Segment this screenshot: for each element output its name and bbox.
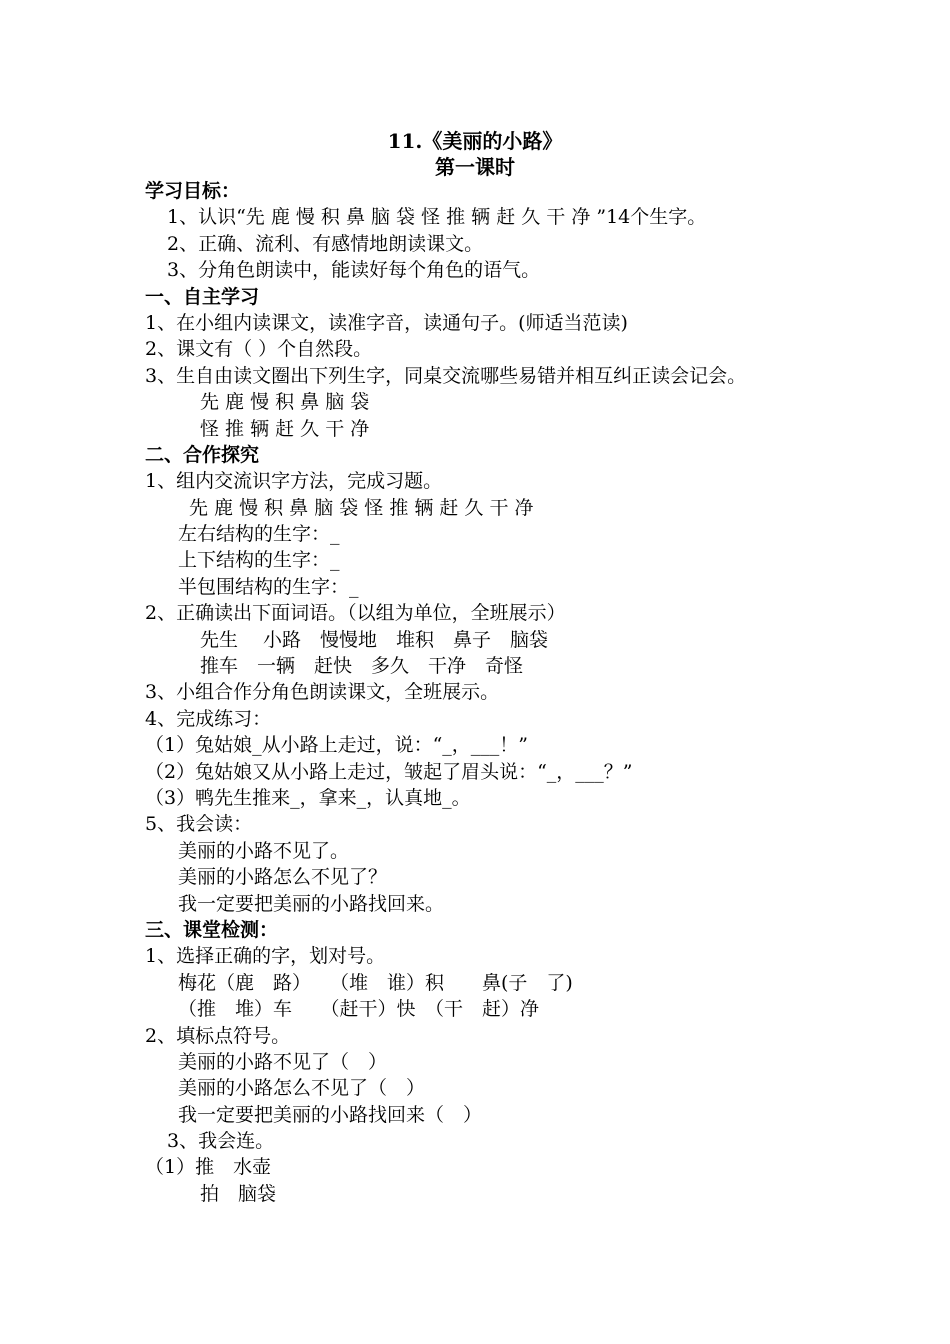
text-line: 2、填标点符号。 bbox=[145, 1024, 291, 1047]
text-line: 上下结构的生字：_ bbox=[178, 549, 340, 572]
text-line: 推车 一辆 赶快 多久 干净 奇怪 bbox=[200, 655, 524, 678]
text-line: 1、组内交流识字方法，完成习题。 bbox=[145, 470, 443, 493]
section-heading: 一、自主学习 bbox=[145, 285, 260, 308]
text-line: （1）推 水壶 bbox=[145, 1156, 272, 1179]
document-body bbox=[145, 178, 825, 1207]
text-line: 2、正确读出下面词语。（以组为单位，全班展示） bbox=[145, 602, 566, 625]
text-line: 3、我会连。 bbox=[167, 1130, 275, 1153]
text-line: 2、课文有（ ）个自然段。 bbox=[145, 338, 373, 361]
text-line: 3、生自由读文圈出下列生字，同桌交流哪些易错并相互纠正读会记会。 bbox=[145, 364, 747, 387]
text-line: （3）鸭先生推来_，拿来_，认真地_。 bbox=[145, 787, 471, 809]
text-line: 梅花（鹿 路） （堆 谁）积 鼻(子 了) bbox=[178, 971, 573, 994]
text-line: 先 鹿 慢 积 鼻 脑 袋 bbox=[200, 391, 370, 414]
text-line: 先生 小路 慢慢地 堆积 鼻子 脑袋 bbox=[200, 628, 549, 651]
text-line: 先 鹿 慢 积 鼻 脑 袋 怪 推 辆 赶 久 干 净 bbox=[189, 496, 534, 519]
text-line: 美丽的小路怎么不见了？ bbox=[178, 866, 388, 889]
text-line: 3、分角色朗读中，能读好每个角色的语气。 bbox=[167, 259, 541, 282]
text-line: 1、认识“先 鹿 慢 积 鼻 脑 袋 怪 推 辆 赶 久 干 净 ”14个生字。 bbox=[167, 206, 707, 229]
text-line: 4、完成练习： bbox=[145, 707, 272, 730]
text-line: 1、在小组内读课文，读准字音，读通句子。(师适当范读) bbox=[145, 311, 628, 334]
text-line: 半包围结构的生字：_ bbox=[178, 575, 359, 598]
text-line: 我一定要把美丽的小路找回来。 bbox=[178, 892, 445, 915]
document-title: 11.《美丽的小路》 bbox=[387, 129, 563, 153]
text-line: 怪 推 辆 赶 久 干 净 bbox=[200, 417, 370, 440]
text-line: （1）兔姑娘_从小路上走过，说：“_，___！” bbox=[145, 734, 529, 757]
text-line: 2、正确、流利、有感情地朗读课文。 bbox=[167, 232, 484, 255]
section-heading: 学习目标： bbox=[145, 180, 241, 202]
text-line: 拍 脑袋 bbox=[200, 1182, 277, 1205]
text-line: 我一定要把美丽的小路找回来（ ） bbox=[178, 1103, 483, 1126]
document-subtitle: 第一课时 bbox=[435, 155, 515, 179]
section-heading: 三、课堂检测： bbox=[145, 918, 279, 941]
text-line: 3、小组合作分角色朗读课文，全班展示。 bbox=[145, 681, 500, 704]
text-line: 美丽的小路不见了。 bbox=[178, 839, 350, 862]
text-line: （推 堆）车 （赶干）快 （干 赶）净 bbox=[178, 998, 540, 1021]
text-line: 5、我会读： bbox=[145, 813, 253, 836]
text-line: 左右结构的生字：_ bbox=[178, 523, 340, 546]
text-line: 美丽的小路不见了（ ） bbox=[178, 1050, 388, 1073]
text-line: （2）兔姑娘又从小路上走过，皱起了眉头说：“_，___？” bbox=[145, 760, 633, 783]
text-line: 1、选择正确的字，划对号。 bbox=[145, 945, 386, 968]
section-heading: 二、合作探究 bbox=[145, 443, 260, 466]
text-line: 美丽的小路怎么不见了（ ） bbox=[178, 1077, 426, 1100]
